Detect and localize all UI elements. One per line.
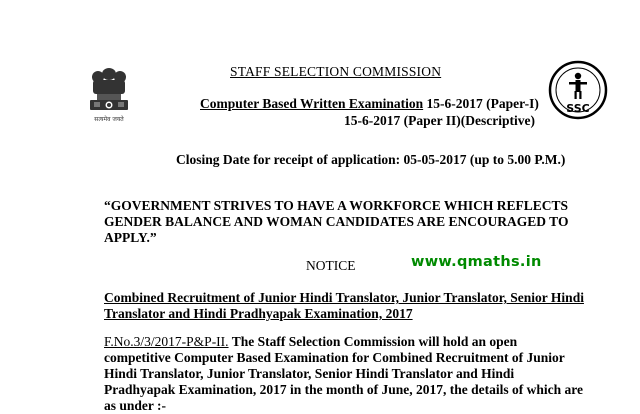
notice-label: NOTICE [306,258,356,273]
ssc-logo-text: SSC [566,102,590,115]
notice-body-text: The Staff Selection Commission will hold an open competitive Computer Based Examination for Combined Recruitment of Junior Hindi Translator, Junior Translator, Senior Hindi Translator and Hindi Pradhyapak Examination, 2017 in the month of June, 2017, the details of which are as under :- [104,334,584,413]
exam-line-1 [200,96,539,112]
notice-body [104,334,584,414]
national-emblem-icon [84,64,134,126]
emblem-caption: सत्यमेव जयते [94,116,124,123]
exam-name: Computer Based Written Examination [200,96,424,111]
ssc-logo-icon [548,60,608,120]
file-number: F.No.3/3/2017-P&P-II. [104,334,229,349]
closing-date: Closing Date for receipt of application: 05-05-2017 (up to 5.00 P.M.) [176,152,566,167]
watermark-link[interactable]: www.qmaths.in [411,254,542,270]
exam-line-2: 15-6-2017 (Paper II)(Descriptive) [344,113,535,128]
exam-date-paper-1: 15-6-2017 (Paper-I) [423,96,539,111]
commission-title: STAFF SELECTION COMMISSION [230,64,442,79]
government-statement: “GOVERNMENT STRIVES TO HAVE A WORKFORCE WHICH REFLECTS GENDER BALANCE AND WOMAN CANDIDATES ARE ENCOURAGED TO APPLY.” [104,198,569,245]
recruitment-title: Combined Recruitment of Junior Hindi Translator, Junior Translator, Senior Hindi Translator and Hindi Pradhyapak Examination, 2017 [104,290,584,321]
